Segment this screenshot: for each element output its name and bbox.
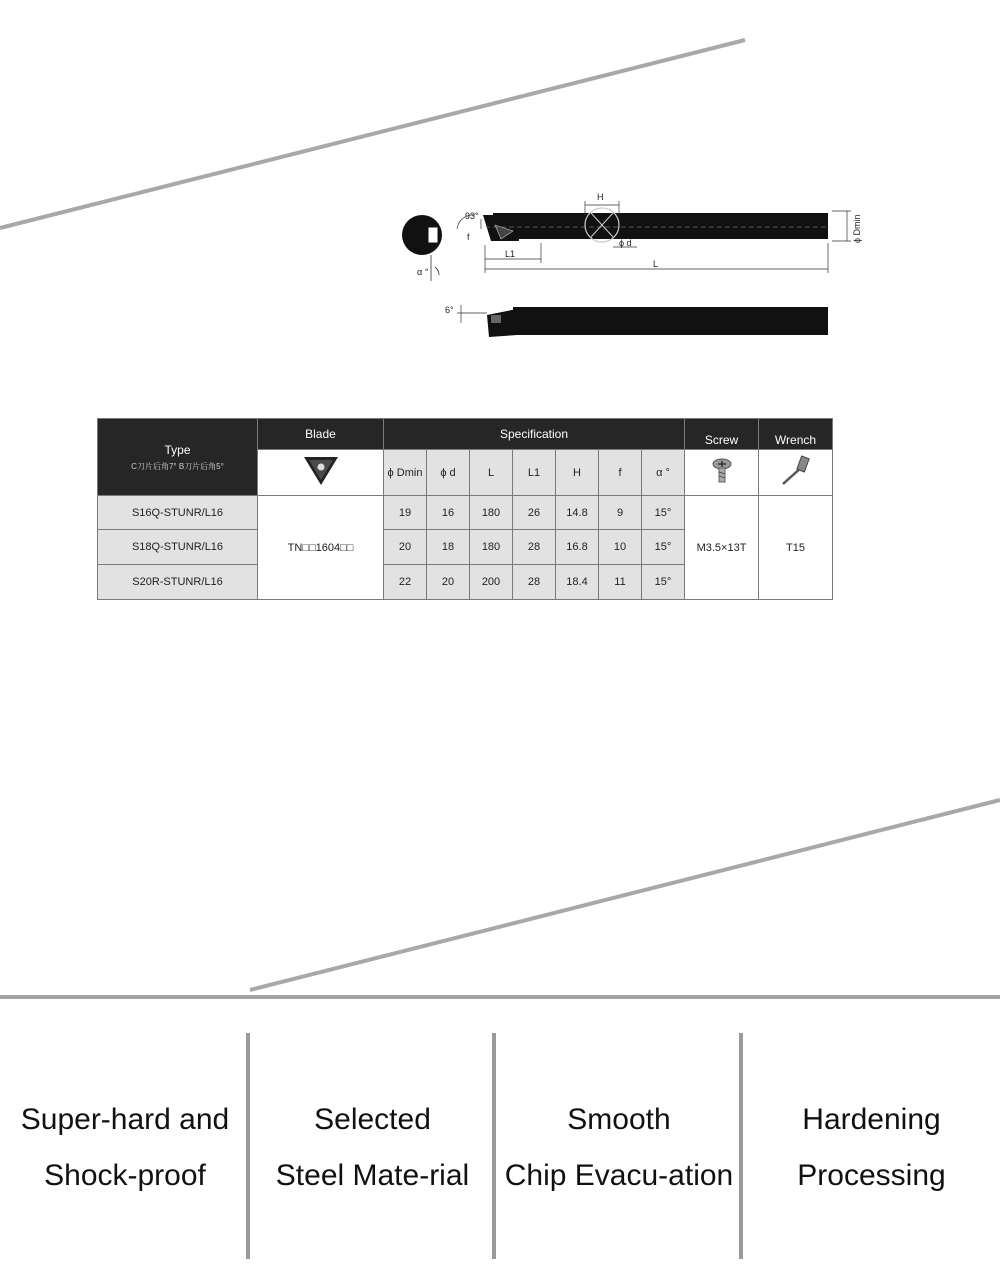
feature-line: Super-hard and	[20, 1102, 230, 1136]
spec-cell: 10	[599, 530, 642, 565]
spec-cell: 15°	[642, 565, 685, 600]
wrench-value-cell: T15	[759, 496, 833, 600]
screw-image-cell	[685, 450, 759, 496]
spec-col-alpha: α °	[642, 450, 685, 496]
spec-cell: 11	[599, 565, 642, 600]
h-label: H	[597, 192, 604, 202]
spec-col-d: ϕ d	[427, 450, 470, 496]
specification-header: Specification	[384, 419, 685, 450]
spec-cell: 15°	[642, 530, 685, 565]
feature-line: Chip Evacu-ation	[504, 1158, 734, 1192]
feature-line: Selected	[314, 1102, 431, 1136]
wrench-image-cell	[759, 450, 833, 496]
end-view-insert	[428, 227, 438, 243]
feature-hardening	[743, 1035, 1000, 1260]
l1-label: L1	[505, 249, 516, 259]
type-cell: S20R-STUNR/L16	[98, 565, 258, 600]
spec-cell: 15°	[642, 496, 685, 530]
spec-cell: 20	[427, 565, 470, 600]
spec-cell: 16	[427, 496, 470, 530]
spec-col-h: H	[556, 450, 599, 496]
spec-cell: 28	[513, 530, 556, 565]
type-header	[98, 419, 258, 496]
table-row	[98, 496, 833, 530]
f-label: f	[467, 232, 470, 242]
tool-drawing	[395, 185, 865, 345]
blade-image-cell	[258, 450, 384, 496]
screw-header: Screw	[685, 419, 759, 450]
phi-dmin-label: ϕ Dmin	[852, 214, 862, 243]
wrench-icon	[779, 454, 813, 488]
type-cell: S18Q-STUNR/L16	[98, 530, 258, 565]
spec-cell: 180	[470, 496, 513, 530]
feature-line: Smooth	[567, 1102, 671, 1136]
phi-d-label: ϕ d	[619, 238, 632, 248]
spec-cell: 28	[513, 565, 556, 600]
l-label: L	[653, 259, 659, 269]
type-cell: S16Q-STUNR/L16	[98, 496, 258, 530]
features-divider	[0, 995, 1000, 999]
spec-cell: 19	[384, 496, 427, 530]
spec-col-f: f	[599, 450, 642, 496]
bar-top-view	[513, 307, 828, 335]
features-section	[0, 995, 1000, 1272]
spec-cell: 16.8	[556, 530, 599, 565]
insert-blade-icon	[301, 454, 341, 488]
feature-line: Hardening	[802, 1102, 941, 1136]
angle-93-label: 93°	[465, 211, 479, 221]
wrench-header: Wrench	[759, 419, 833, 450]
spec-cell: 200	[470, 565, 513, 600]
screw-icon	[707, 456, 737, 486]
feature-steel	[250, 1035, 495, 1260]
feature-chip-evacuation	[496, 1035, 742, 1260]
screw-value-cell: M3.5×13T	[685, 496, 759, 600]
feature-line: Shock-proof	[44, 1158, 206, 1192]
angle-6-label: 6°	[445, 305, 454, 315]
spec-cell: 22	[384, 565, 427, 600]
type-header-sub: C刀片后角7° B刀片后角5°	[131, 461, 224, 471]
bar-shank	[493, 213, 828, 239]
spec-col-l1: L1	[513, 450, 556, 496]
alpha-label: α °	[417, 267, 429, 277]
spec-cell: 26	[513, 496, 556, 530]
spec-col-l: L	[470, 450, 513, 496]
feature-line: Steel Mate-rial	[275, 1158, 470, 1192]
spec-table	[97, 418, 833, 600]
diagonal-line-bottom	[250, 800, 1000, 990]
blade-value-cell: TN□□1604□□	[258, 496, 384, 600]
spec-cell: 20	[384, 530, 427, 565]
spec-cell: 9	[599, 496, 642, 530]
spec-cell: 14.8	[556, 496, 599, 530]
feature-line: Processing	[797, 1158, 946, 1192]
spec-cell: 18.4	[556, 565, 599, 600]
type-header-label: Type	[164, 442, 191, 457]
spec-col-dmin: ϕ Dmin	[384, 450, 427, 496]
feature-superhard	[0, 1035, 250, 1260]
blade-header: Blade	[258, 419, 384, 450]
spec-cell: 18	[427, 530, 470, 565]
spec-cell: 180	[470, 530, 513, 565]
